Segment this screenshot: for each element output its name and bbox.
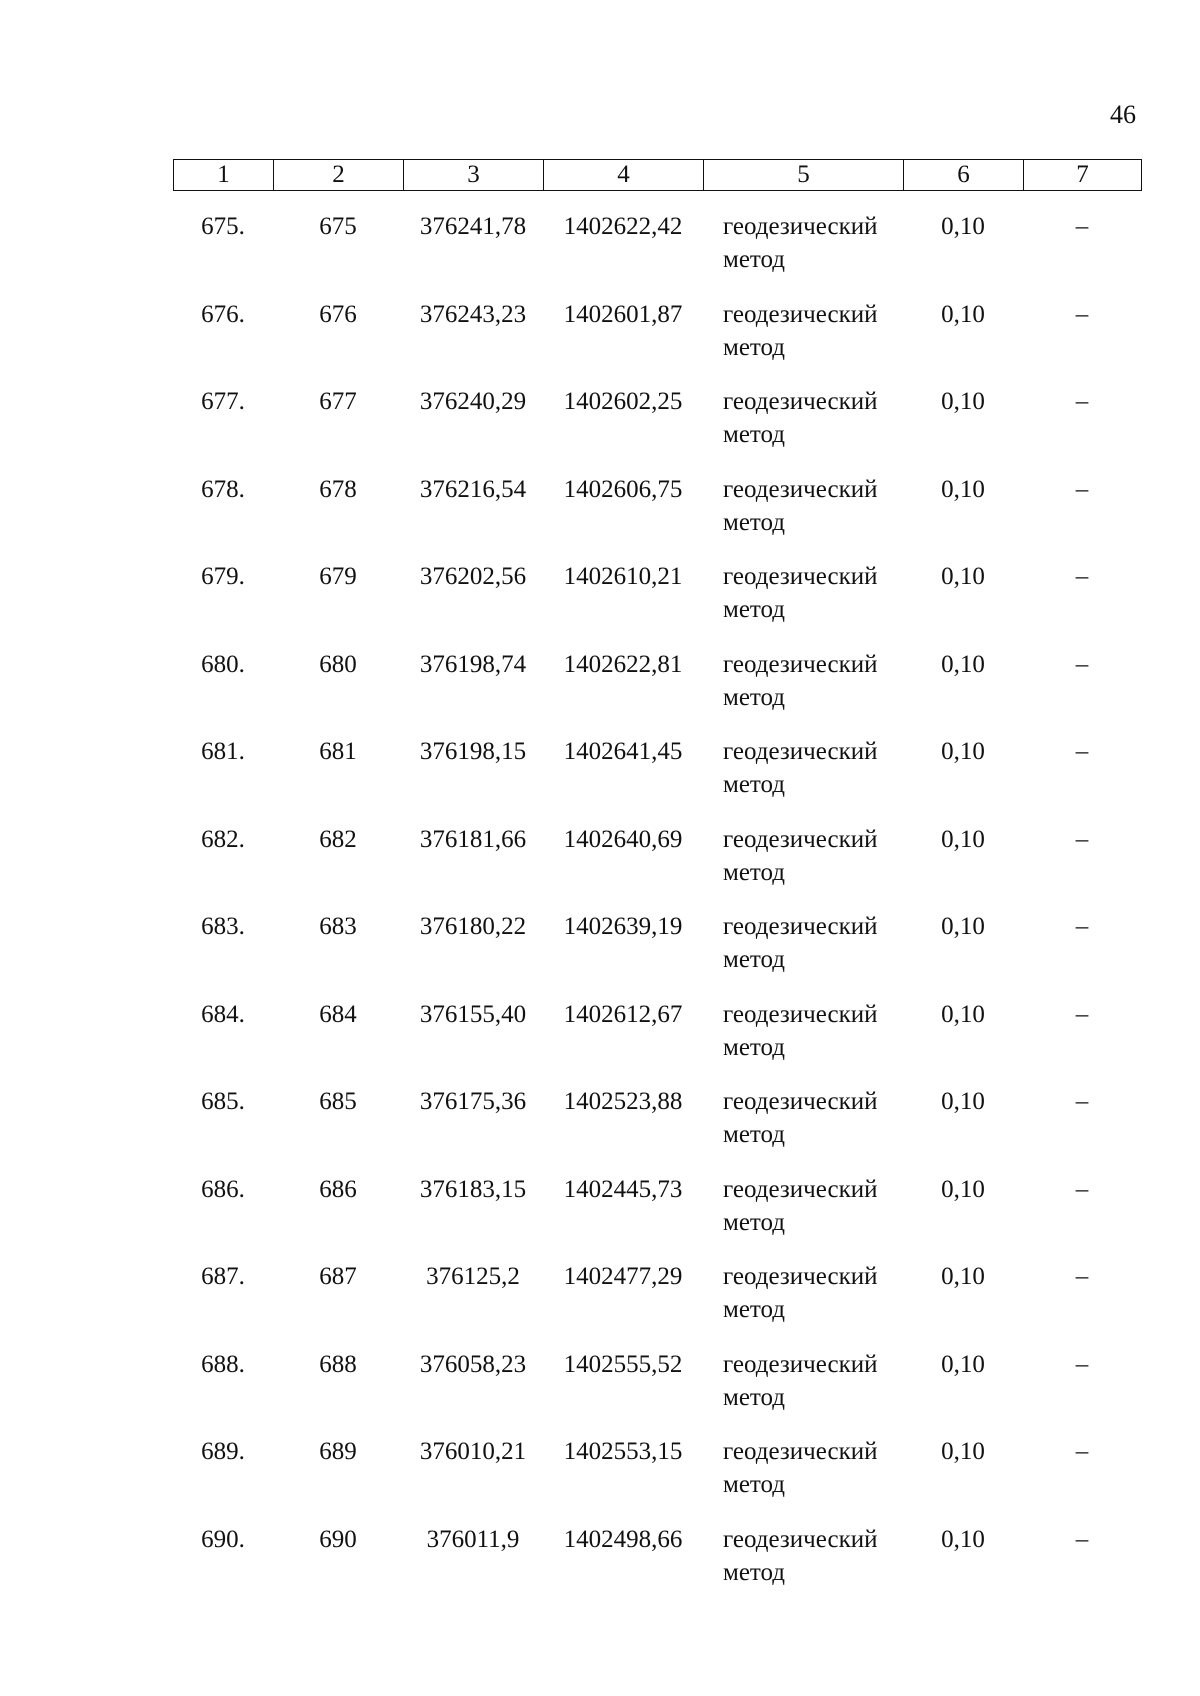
accuracy: 0,10 bbox=[941, 300, 985, 328]
point-id: 675 bbox=[319, 213, 357, 240]
method bbox=[713, 735, 913, 801]
table-row bbox=[173, 1523, 1141, 1611]
method bbox=[713, 1085, 913, 1151]
page-number: 46 bbox=[1110, 100, 1136, 129]
row-number: 688. bbox=[201, 1350, 245, 1378]
method-line-1: геодезический bbox=[723, 1350, 878, 1378]
header-cell-4: 4 bbox=[544, 160, 704, 191]
accuracy: 0,10 bbox=[941, 475, 985, 503]
row-number: 680. bbox=[201, 650, 245, 678]
row-number: 690. bbox=[201, 1525, 245, 1553]
method-line-1: геодезический bbox=[723, 650, 878, 678]
accuracy: 0,10 bbox=[941, 563, 985, 590]
note: – bbox=[1075, 1175, 1089, 1203]
point-id: 690 bbox=[319, 1525, 357, 1553]
method-line-1: геодезический bbox=[723, 1263, 878, 1290]
accuracy: 0,10 bbox=[941, 1175, 985, 1203]
method-line-1: геодезический bbox=[723, 1000, 878, 1028]
coordinate-x: 376010,21 bbox=[419, 1438, 527, 1465]
method-line-1: геодезический bbox=[723, 213, 878, 240]
method-line-1: геодезический bbox=[723, 475, 878, 503]
coordinate-x: 376058,23 bbox=[419, 1350, 527, 1378]
row-number: 686. bbox=[201, 1175, 245, 1203]
coordinate-x: 376198,15 bbox=[419, 738, 527, 765]
accuracy: 0,10 bbox=[941, 388, 985, 415]
table-row bbox=[173, 735, 1141, 823]
method-line-2: метод bbox=[723, 333, 786, 361]
note: – bbox=[1075, 475, 1089, 503]
coordinate-y: 1402477,29 bbox=[563, 1263, 683, 1290]
coordinate-x: 376241,78 bbox=[419, 213, 527, 240]
method-line-2: метод bbox=[723, 1383, 786, 1411]
accuracy: 0,10 bbox=[941, 650, 985, 678]
note: – bbox=[1075, 388, 1089, 415]
method bbox=[713, 560, 913, 626]
coordinate-y: 1402622,42 bbox=[563, 213, 683, 240]
header-cell-6: 6 bbox=[904, 160, 1024, 191]
coordinate-x: 376243,23 bbox=[419, 300, 527, 328]
coordinate-y: 1402639,19 bbox=[563, 913, 683, 940]
method-line-1: геодезический bbox=[723, 1525, 878, 1553]
method-line-2: метод bbox=[723, 246, 786, 273]
table-row bbox=[173, 560, 1141, 648]
coordinate-x: 376155,40 bbox=[419, 1000, 527, 1028]
row-number: 679. bbox=[201, 563, 245, 590]
method-line-2: метод bbox=[723, 1558, 786, 1586]
method-line-2: метод bbox=[723, 771, 786, 798]
header-cell-7: 7 bbox=[1024, 160, 1142, 191]
accuracy: 0,10 bbox=[941, 825, 985, 853]
point-id: 686 bbox=[319, 1175, 357, 1203]
row-number: 675. bbox=[201, 213, 245, 240]
row-number: 681. bbox=[201, 738, 245, 765]
point-id: 685 bbox=[319, 1088, 357, 1115]
row-number: 677. bbox=[201, 388, 245, 415]
table-row bbox=[173, 473, 1141, 561]
note: – bbox=[1075, 825, 1089, 853]
point-id: 682 bbox=[319, 825, 357, 853]
accuracy: 0,10 bbox=[941, 1525, 985, 1553]
note: – bbox=[1075, 738, 1089, 765]
coordinate-x: 376180,22 bbox=[419, 913, 527, 940]
coordinate-x: 376198,74 bbox=[419, 650, 527, 678]
accuracy: 0,10 bbox=[941, 1263, 985, 1290]
method-line-2: метод bbox=[723, 421, 786, 448]
method bbox=[713, 1260, 913, 1326]
table-row bbox=[173, 648, 1141, 736]
accuracy: 0,10 bbox=[941, 1350, 985, 1378]
table-row bbox=[173, 998, 1141, 1086]
method-line-2: метод bbox=[723, 508, 786, 536]
note: – bbox=[1075, 1263, 1089, 1290]
method-line-1: геодезический bbox=[723, 1088, 878, 1115]
point-id: 678 bbox=[319, 475, 357, 503]
coordinate-x: 376183,15 bbox=[419, 1175, 527, 1203]
point-id: 689 bbox=[319, 1438, 357, 1465]
coordinate-x: 376175,36 bbox=[419, 1088, 527, 1115]
table-row bbox=[173, 823, 1141, 911]
coordinate-x: 376011,9 bbox=[426, 1525, 520, 1553]
note: – bbox=[1075, 300, 1089, 328]
note: – bbox=[1075, 650, 1089, 678]
coordinate-y: 1402602,25 bbox=[563, 388, 683, 415]
coordinate-y: 1402641,45 bbox=[563, 738, 683, 765]
coordinate-x: 376125,2 bbox=[426, 1263, 520, 1290]
method bbox=[713, 998, 913, 1064]
method-line-2: метод bbox=[723, 1033, 786, 1061]
method-line-1: геодезический bbox=[723, 913, 878, 940]
row-number: 687. bbox=[201, 1263, 245, 1290]
point-id: 683 bbox=[319, 913, 357, 940]
accuracy: 0,10 bbox=[941, 1000, 985, 1028]
row-number: 684. bbox=[201, 1000, 245, 1028]
method bbox=[713, 1348, 913, 1414]
coordinate-y: 1402612,67 bbox=[563, 1000, 683, 1028]
method-line-1: геодезический bbox=[723, 1175, 878, 1203]
method-line-2: метод bbox=[723, 946, 786, 973]
row-number: 678. bbox=[201, 475, 245, 503]
coordinate-y: 1402640,69 bbox=[563, 825, 683, 853]
method-line-1: геодезический bbox=[723, 1438, 878, 1465]
method-line-2: метод bbox=[723, 1471, 786, 1498]
method-line-2: метод bbox=[723, 683, 786, 711]
point-id: 676 bbox=[319, 300, 357, 328]
header-cell-2: 2 bbox=[274, 160, 404, 191]
method-line-1: геодезический bbox=[723, 825, 878, 853]
header-cell-5: 5 bbox=[704, 160, 904, 191]
table-row bbox=[173, 210, 1141, 298]
point-id: 679 bbox=[319, 563, 357, 590]
table-body bbox=[173, 210, 1141, 1610]
note: – bbox=[1075, 1088, 1089, 1115]
method bbox=[713, 385, 913, 451]
method-line-1: геодезический bbox=[723, 388, 878, 415]
point-id: 677 bbox=[319, 388, 357, 415]
row-number: 682. bbox=[201, 825, 245, 853]
point-id: 684 bbox=[319, 1000, 357, 1028]
method bbox=[713, 1523, 913, 1589]
method-line-2: метод bbox=[723, 858, 786, 886]
row-number: 685. bbox=[201, 1088, 245, 1115]
coordinate-y: 1402622,81 bbox=[563, 650, 683, 678]
point-id: 681 bbox=[319, 738, 357, 765]
coordinate-y: 1402553,15 bbox=[563, 1438, 683, 1465]
accuracy: 0,10 bbox=[941, 1438, 985, 1465]
coordinate-x: 376216,54 bbox=[419, 475, 527, 503]
header-cell-1: 1 bbox=[174, 160, 274, 191]
table-row bbox=[173, 385, 1141, 473]
table-row bbox=[173, 1435, 1141, 1523]
method-line-2: метод bbox=[723, 1121, 786, 1148]
method bbox=[713, 1435, 913, 1501]
method bbox=[713, 823, 913, 889]
coordinate-y: 1402610,21 bbox=[563, 563, 683, 590]
table-row bbox=[173, 1085, 1141, 1173]
coordinate-y: 1402445,73 bbox=[563, 1175, 683, 1203]
coordinate-x: 376240,29 bbox=[419, 388, 527, 415]
note: – bbox=[1075, 1350, 1089, 1378]
coordinate-y: 1402523,88 bbox=[563, 1088, 683, 1115]
table-row bbox=[173, 1260, 1141, 1348]
point-id: 680 bbox=[319, 650, 357, 678]
accuracy: 0,10 bbox=[941, 213, 985, 240]
coordinate-y: 1402555,52 bbox=[563, 1350, 683, 1378]
method bbox=[713, 910, 913, 976]
table-row bbox=[173, 910, 1141, 998]
accuracy: 0,10 bbox=[941, 913, 985, 940]
table-header bbox=[173, 159, 1142, 191]
method bbox=[713, 473, 913, 539]
note: – bbox=[1075, 213, 1089, 240]
method-line-1: геодезический bbox=[723, 563, 878, 590]
method-line-2: метод bbox=[723, 1208, 786, 1236]
table-row bbox=[173, 1348, 1141, 1436]
point-id: 688 bbox=[319, 1350, 357, 1378]
row-number: 689. bbox=[201, 1438, 245, 1465]
coordinate-x: 376181,66 bbox=[419, 825, 527, 853]
coordinate-x: 376202,56 bbox=[419, 563, 527, 590]
method-line-2: метод bbox=[723, 1296, 786, 1323]
accuracy: 0,10 bbox=[941, 738, 985, 765]
header-cell-3: 3 bbox=[404, 160, 544, 191]
accuracy: 0,10 bbox=[941, 1088, 985, 1115]
method bbox=[713, 210, 913, 276]
note: – bbox=[1075, 1525, 1089, 1553]
note: – bbox=[1075, 913, 1089, 940]
coordinate-y: 1402606,75 bbox=[563, 475, 683, 503]
row-number: 683. bbox=[201, 913, 245, 940]
point-id: 687 bbox=[319, 1263, 357, 1290]
method bbox=[713, 298, 913, 364]
note: – bbox=[1075, 1438, 1089, 1465]
method-line-1: геодезический bbox=[723, 738, 878, 765]
note: – bbox=[1075, 1000, 1089, 1028]
row-number: 676. bbox=[201, 300, 245, 328]
coordinate-y: 1402601,87 bbox=[563, 300, 683, 328]
table-row bbox=[173, 298, 1141, 386]
method bbox=[713, 1173, 913, 1239]
note: – bbox=[1075, 563, 1089, 590]
method-line-1: геодезический bbox=[723, 300, 878, 328]
method bbox=[713, 648, 913, 714]
table-row bbox=[173, 1173, 1141, 1261]
method-line-2: метод bbox=[723, 596, 786, 623]
coordinate-y: 1402498,66 bbox=[563, 1525, 683, 1553]
